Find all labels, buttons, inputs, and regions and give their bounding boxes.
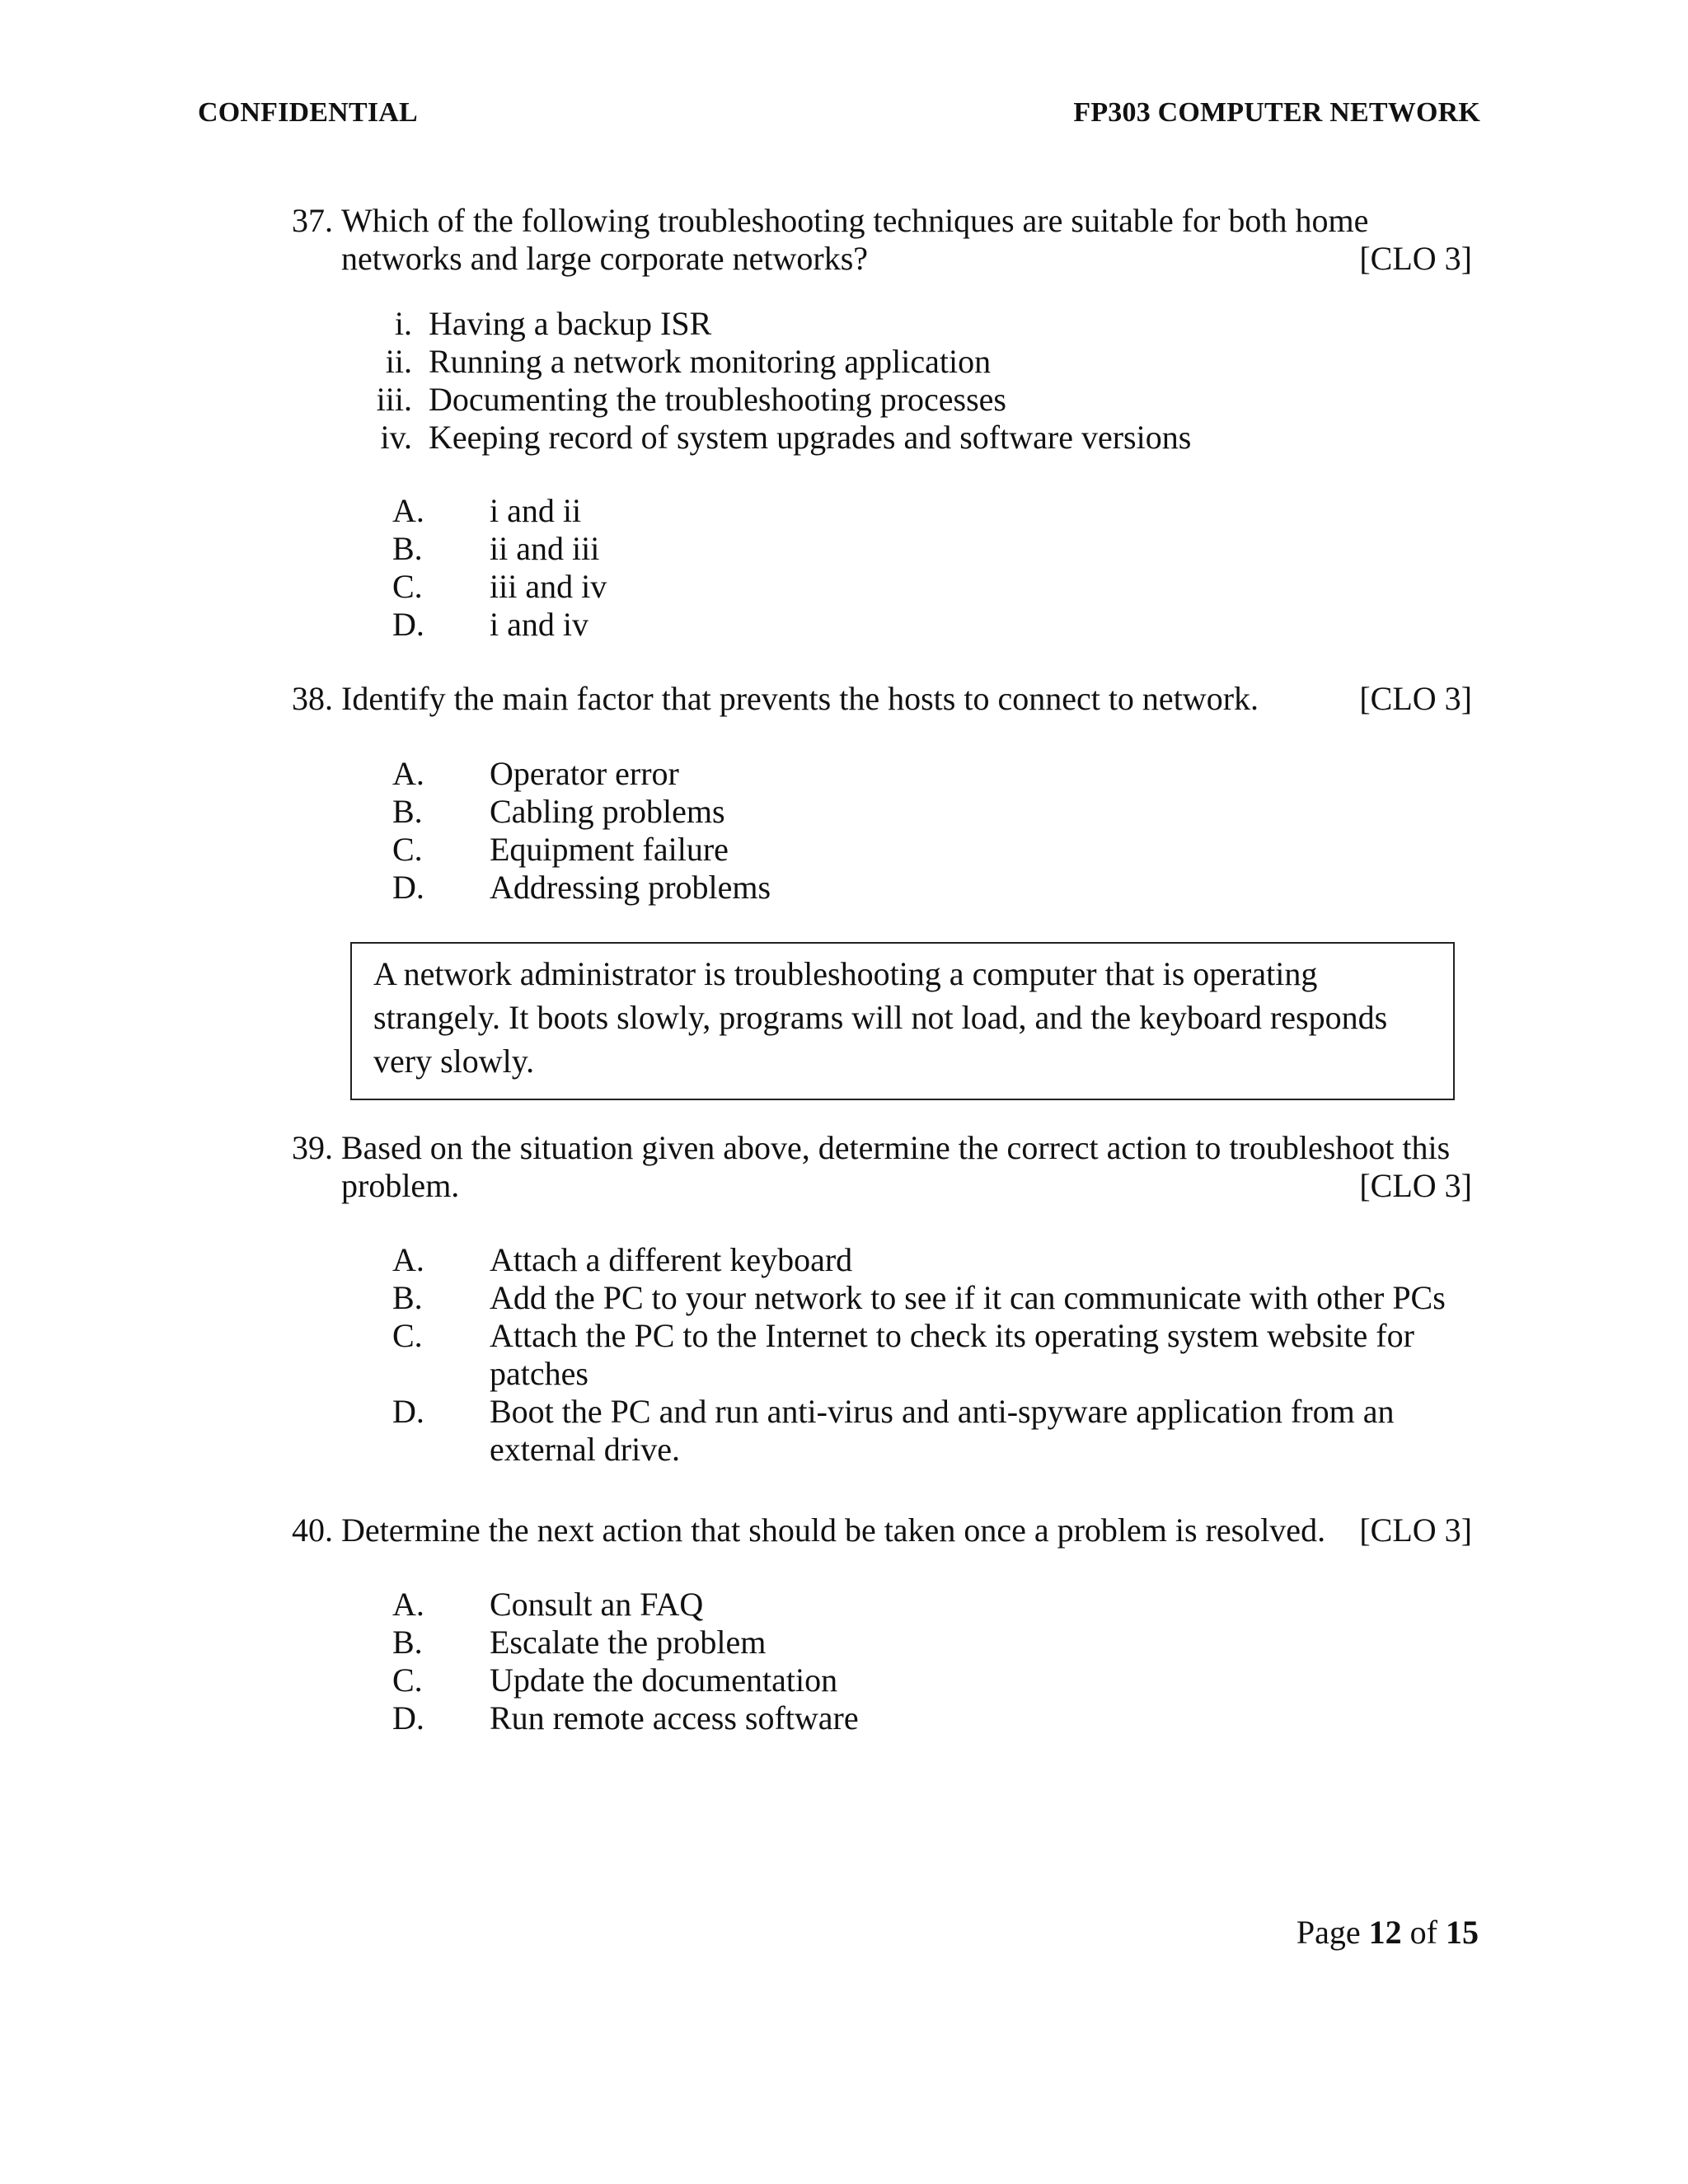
option-item bbox=[392, 1624, 1497, 1661]
option-item bbox=[392, 492, 1497, 530]
question-39-number: 39. bbox=[292, 1129, 333, 1166]
statement-text: Having a backup ISR bbox=[429, 305, 712, 342]
question-39-clo: [CLO 3] bbox=[1359, 1167, 1472, 1204]
option-text: ii and iii bbox=[490, 530, 600, 567]
page-word: Page bbox=[1296, 1914, 1361, 1951]
statement-number: i. bbox=[394, 305, 412, 342]
option-text: Addressing problems bbox=[490, 869, 771, 906]
option-letter: D. bbox=[392, 1699, 424, 1736]
statement-text: Keeping record of system upgrades and software versions bbox=[429, 419, 1192, 456]
option-letter: D. bbox=[392, 869, 424, 906]
option-text: i and ii bbox=[490, 492, 582, 529]
option-text: Attach a different keyboard bbox=[490, 1241, 853, 1278]
question-39 bbox=[292, 1129, 1472, 1205]
question-37-number: 37. bbox=[292, 202, 333, 239]
option-item bbox=[392, 793, 1497, 831]
question-38-number: 38. bbox=[292, 680, 333, 717]
page-total: 15 bbox=[1446, 1914, 1479, 1951]
option-letter: D. bbox=[392, 606, 424, 643]
option-item bbox=[392, 755, 1497, 793]
option-letter: C. bbox=[392, 831, 423, 868]
option-letter: B. bbox=[392, 1279, 423, 1316]
option-item bbox=[392, 530, 1497, 568]
option-text: Update the documentation bbox=[490, 1661, 838, 1699]
of-word: of bbox=[1409, 1914, 1437, 1951]
page-current: 12 bbox=[1368, 1914, 1402, 1951]
question-37-line-2 bbox=[292, 240, 1472, 278]
question-40-clo: [CLO 3] bbox=[1359, 1511, 1472, 1549]
option-text: Cabling problems bbox=[490, 793, 725, 830]
question-40-line-1 bbox=[292, 1511, 1472, 1549]
option-letter: B. bbox=[392, 530, 423, 567]
option-text: Attach the PC to the Internet to check its operating system website for patches bbox=[490, 1317, 1414, 1392]
question-40-number: 40. bbox=[292, 1511, 333, 1549]
option-letter: B. bbox=[392, 1624, 423, 1661]
option-text: Escalate the problem bbox=[490, 1624, 767, 1661]
header-course-title: FP303 COMPUTER NETWORK bbox=[1073, 97, 1480, 128]
question-37-line-1 bbox=[292, 202, 1472, 240]
question-37-clo: [CLO 3] bbox=[1359, 240, 1472, 277]
option-text: Consult an FAQ bbox=[490, 1586, 704, 1623]
statement-text: Documenting the troubleshooting processes bbox=[429, 381, 1006, 418]
option-item bbox=[392, 1393, 1497, 1469]
option-item bbox=[392, 1317, 1497, 1393]
question-37 bbox=[292, 202, 1472, 278]
scenario-text: A network administrator is troubleshooting a computer that is operating strangely. It boots slowly, programs will not load, and the keyboard responds very slowly. bbox=[373, 955, 1388, 1080]
option-item bbox=[392, 1699, 1497, 1737]
option-item bbox=[392, 568, 1497, 606]
question-39-line-1 bbox=[292, 1129, 1472, 1167]
page-number-footer bbox=[1296, 1914, 1479, 1952]
question-39-text-1: Based on the situation given above, determine the correct action to troubleshoot this bbox=[341, 1129, 1451, 1166]
option-text: Add the PC to your network to see if it can communicate with other PCs bbox=[490, 1279, 1446, 1316]
question-38-line-1 bbox=[292, 680, 1472, 718]
question-39-line-2 bbox=[292, 1167, 1472, 1205]
question-38 bbox=[292, 680, 1472, 718]
option-item bbox=[392, 1586, 1497, 1624]
scenario-box bbox=[350, 942, 1455, 1100]
question-37-text-1: Which of the following troubleshooting techniques are suitable for both home bbox=[341, 202, 1369, 239]
question-39-options bbox=[392, 1241, 1497, 1469]
option-letter: A. bbox=[392, 1241, 424, 1278]
option-letter: D. bbox=[392, 1393, 424, 1430]
option-item bbox=[392, 869, 1497, 907]
statement-number: iii. bbox=[376, 381, 412, 418]
option-text: Boot the PC and run anti-virus and anti-spyware application from an external drive. bbox=[490, 1393, 1395, 1468]
question-40-text-1: Determine the next action that should be taken once a problem is resolved. bbox=[341, 1511, 1326, 1549]
header-confidential: CONFIDENTIAL bbox=[198, 97, 418, 128]
question-37-text-2: networks and large corporate networks? bbox=[341, 240, 869, 277]
option-item bbox=[392, 606, 1497, 644]
question-38-options bbox=[392, 755, 1497, 907]
statement-text: Running a network monitoring application bbox=[429, 343, 992, 380]
option-letter: A. bbox=[392, 492, 424, 529]
option-text: i and iv bbox=[490, 606, 588, 643]
option-item bbox=[392, 1241, 1497, 1279]
question-39-text-2: problem. bbox=[341, 1167, 460, 1204]
statement-number: iv. bbox=[380, 419, 412, 456]
option-letter: B. bbox=[392, 793, 423, 830]
statement-number: ii. bbox=[385, 343, 412, 380]
option-letter: A. bbox=[392, 1586, 424, 1623]
option-text: iii and iv bbox=[490, 568, 607, 605]
question-38-clo: [CLO 3] bbox=[1359, 680, 1472, 717]
question-40 bbox=[292, 1511, 1472, 1549]
question-37-options bbox=[392, 492, 1497, 644]
option-item bbox=[392, 1279, 1497, 1317]
option-item bbox=[392, 1661, 1497, 1699]
option-letter: C. bbox=[392, 1661, 423, 1699]
question-38-text-1: Identify the main factor that prevents the hosts to connect to network. bbox=[341, 680, 1259, 717]
option-text: Operator error bbox=[490, 755, 679, 792]
option-letter: C. bbox=[392, 568, 423, 605]
question-40-options bbox=[392, 1586, 1497, 1737]
option-text: Run remote access software bbox=[490, 1699, 859, 1736]
option-letter: A. bbox=[392, 755, 424, 792]
option-text: Equipment failure bbox=[490, 831, 729, 868]
option-item bbox=[392, 831, 1497, 869]
option-letter: C. bbox=[392, 1317, 423, 1354]
